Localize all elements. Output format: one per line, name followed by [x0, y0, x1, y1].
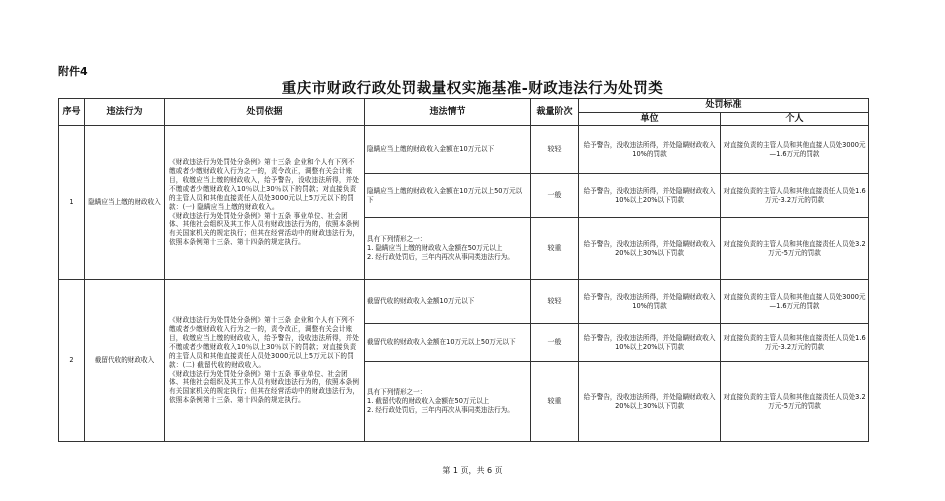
situation-cell: 隐瞒应当上缴的财政收入金额在10万元以下	[365, 126, 531, 174]
individual-penalty-cell: 对直接负责的主管人员和其他直接责任人员处1.6万元-3.2万元的罚款	[721, 174, 869, 218]
individual-penalty-cell: 对直接负责的主管人员和其他直接人员处3000元—1.6万元的罚款	[721, 126, 869, 174]
unit-penalty-cell: 给予警告，没收违法所得，并处隐瞒财政收入20%以上30%以下罚款	[579, 218, 721, 280]
unit-penalty-cell: 给予警告，没收违法所得，并处隐瞒财政收入10%以上20%以下罚款	[579, 174, 721, 218]
penalty-basis-cell: 《财政违法行为处罚处分条例》第十三条 企业和个人有下列不缴或者少缴财政收入行为之一的，责令改正，调整有关会计账目，收缴应当上缴的财政收入，给予警告，没收违法所得，并处不缴或者少缴财政收入10％以上30％以下的罚款；对直接负责的主管人员和其他直接责任人员处3000元以上5万元以下的罚款：(一) 隐瞒应当上缴的财政收入。 《财政违法行为处罚处分条例》第十五条 事业单位、社会团体、其他社会组织及其工作人员有财政违法行为的，依照本条例有关国家机关的规定执行；但其在经营活动中的财政违法行为，依照本条例第十三条、第十四条的规定执行。	[165, 126, 365, 280]
level-cell: 较轻	[531, 280, 579, 324]
level-cell: 一般	[531, 174, 579, 218]
table-row	[59, 280, 869, 324]
header-act: 违法行为	[85, 99, 165, 126]
situation-cell: 具有下列情形之一： 1. 隐瞒应当上缴的财政收入金额在50万元以上 2. 经行政处罚后，三年内再次从事同类违法行为。	[365, 218, 531, 280]
level-cell: 一般	[531, 324, 579, 362]
unit-penalty-cell: 给予警告，没收违法所得，并处隐瞒财政收入10%的罚款	[579, 280, 721, 324]
individual-penalty-cell: 对直接负责的主管人员和其他直接责任人员处1.6万元-3.2万元的罚款	[721, 324, 869, 362]
seq-cell: 1	[59, 126, 85, 280]
situation-cell: 隐瞒应当上缴的财政收入金额在10万元以上50万元以下	[365, 174, 531, 218]
page-footer: 第 1 页，共 6 页	[442, 466, 503, 475]
situation-cell: 截留代收的财政收入金额在10万元以上50万元以下	[365, 324, 531, 362]
level-cell: 较轻	[531, 126, 579, 174]
level-cell: 较重	[531, 218, 579, 280]
unit-penalty-cell: 给予警告，没收违法所得，并处隐瞒财政收入20%以上30%以下罚款	[579, 362, 721, 442]
situation-cell: 截留代收的财政收入金额10万元以下	[365, 280, 531, 324]
document-title: 重庆市财政行政处罚裁量权实施基准-财政违法行为处罚类	[281, 81, 664, 97]
attachment-label: 附件4	[58, 65, 88, 78]
header-situation: 违法情节	[365, 99, 531, 126]
seq-cell: 2	[59, 280, 85, 442]
penalty-table	[58, 98, 869, 442]
individual-penalty-cell: 对直接负责的主管人员和其他直接人员处3000元—1.6万元的罚款	[721, 280, 869, 324]
unit-penalty-cell: 给予警告，没收违法所得，并处隐瞒财政收入10%以上20%以下罚款	[579, 324, 721, 362]
table-row	[59, 126, 869, 174]
unit-penalty-cell: 给予警告，没收违法所得，并处隐瞒财政收入10%的罚款	[579, 126, 721, 174]
penalty-basis-cell: 《财政违法行为处罚处分条例》第十三条 企业和个人有下列不缴或者少缴财政收入行为之一的，责令改正，调整有关会计账目，收缴应当上缴的财政收入，给予警告，没收违法所得，并处不缴或者少缴财政收入10％以上30％以下的罚款；对直接负责的主管人员和其他直接责任人员处3000元以上5万元以下的罚款：(二) 截留代收的财政收入。 《财政违法行为处罚处分条例》第十五条 事业单位、社会团体、其他社会组织及其工作人员有财政违法行为的，依照本条例有关国家机关的规定执行；但其在经营活动中的财政违法行为，依照本条例第十三条、第十四条的规定执行。	[165, 280, 365, 442]
header-individual: 个人	[721, 113, 869, 126]
header-unit: 单位	[579, 113, 721, 126]
header-seq: 序号	[59, 99, 85, 126]
violation-act-cell: 截留代收的财政收入	[85, 280, 165, 442]
level-cell: 较重	[531, 362, 579, 442]
individual-penalty-cell: 对直接负责的主管人员和其他直接责任人员处3.2万元-5万元的罚款	[721, 218, 869, 280]
header-standard: 处罚标准	[579, 99, 869, 113]
table-header-row	[59, 99, 869, 113]
individual-penalty-cell: 对直接负责的主管人员和其他直接责任人员处3.2万元-5万元的罚款	[721, 362, 869, 442]
violation-act-cell: 隐瞒应当上缴的财政收入	[85, 126, 165, 280]
header-level: 裁量阶次	[531, 99, 579, 126]
header-basis: 处罚依据	[165, 99, 365, 126]
situation-cell: 具有下列情形之一： 1. 截留代收的财政收入金额在50万元以上 2. 经行政处罚后，三年内再次从事同类违法行为。	[365, 362, 531, 442]
